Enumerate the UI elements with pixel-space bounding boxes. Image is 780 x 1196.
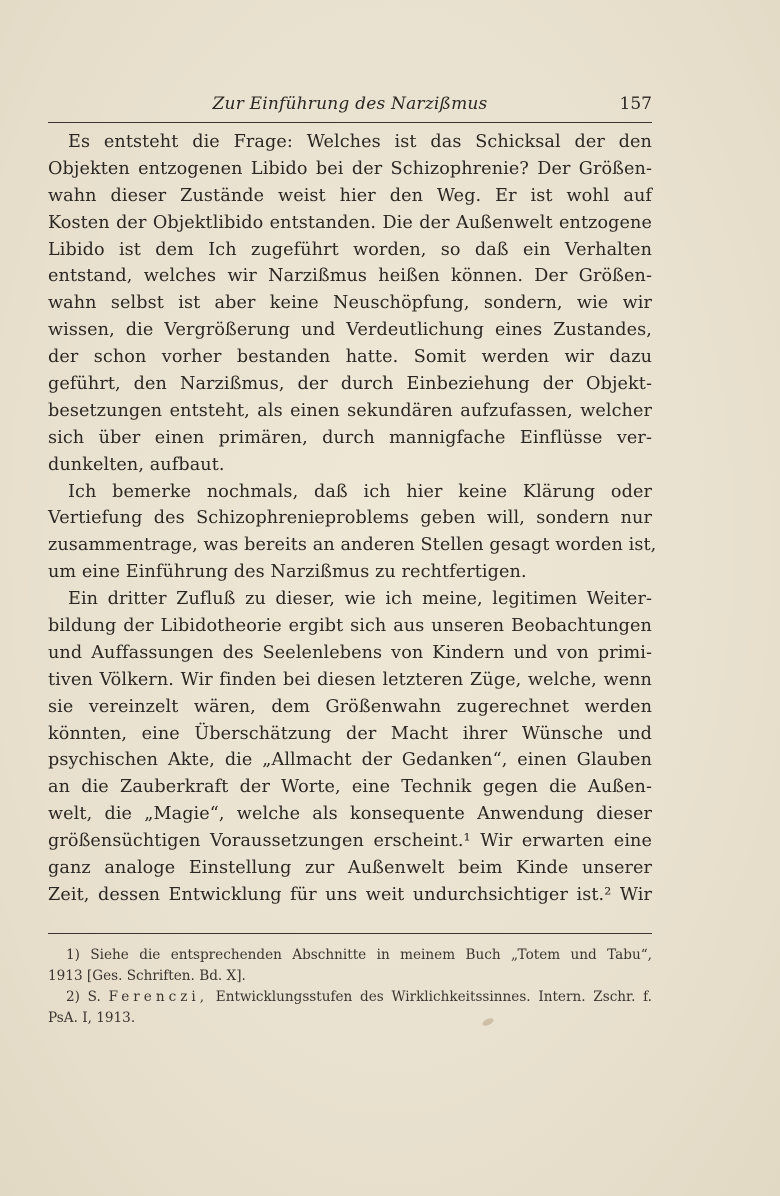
text-line: zusammentrage, was bereits an anderen Stellen gesagt worden ist,: [48, 535, 657, 556]
text-line: dunkelten, aufbaut.: [48, 454, 225, 475]
text-line: wahn selbst ist aber keine Neuschöpfung, sondern, wie wir: [48, 293, 652, 314]
text-line: sie vereinzelt wären, dem Größenwahn zugerechnet werden: [48, 696, 652, 717]
text-line: wissen, die Vergrößerung und Verdeutlichung eines Zustandes,: [48, 320, 652, 341]
text-line: um eine Einführung des Narzißmus zu rechtfertigen.: [48, 562, 527, 583]
footnote-2-author: Ferenczi,: [108, 989, 209, 1005]
text-line: Es entsteht die Frage: Welches ist das Schicksal der den: [68, 132, 652, 152]
running-title: Zur Einführung des Narzißmus: [212, 94, 488, 114]
text-line: Objekten entzogenen Libido bei der Schizophrenie? Der Größen-: [48, 158, 652, 179]
text-line: welt, die „Magie“, welche als konsequente Anwendung dieser: [48, 804, 652, 825]
text-line: ganz analoge Einstellung zur Außenwelt beim Kinde unserer: [48, 858, 652, 879]
text-line: Zeit, dessen Entwicklung für uns weit undurchsichtiger ist.² Wir: [48, 884, 652, 905]
text-line: entstand, welches wir Narzißmus heißen können. Der Größen-: [48, 266, 652, 287]
text-line: tiven Völkern. Wir finden bei diesen letzteren Züge, welche, wenn: [48, 669, 652, 690]
text-line: psychischen Akte, die „Allmacht der Gedanken“, einen Glauben: [48, 750, 652, 771]
page-header: [48, 92, 652, 122]
footnote-rule: [48, 933, 652, 934]
text-line: bildung der Libidotheorie ergibt sich aus unseren Beobachtungen: [48, 616, 652, 637]
text-line: wahn dieser Zustände weist hier den Weg. Er ist wohl auf: [48, 185, 652, 206]
text-line: Libido ist dem Ich zugeführt worden, so daß ein Verhalten: [48, 239, 652, 260]
text-line: größensüchtigen Voraussetzungen erscheint.¹ Wir erwarten eine: [48, 831, 652, 852]
page-number: 157: [619, 94, 652, 114]
body-text: [48, 129, 657, 909]
text-line: Vertiefung des Schizophrenieproblems geben will, sondern nur: [48, 508, 652, 529]
footnote-2-line-2: PsA. I, 1913.: [48, 1010, 136, 1026]
text-line: und Auffassungen des Seelenlebens von Kindern und von primi-: [48, 642, 652, 663]
footnote-1-line-2: 1913 [Ges. Schriften. Bd. X].: [48, 968, 246, 984]
footnote-2-line-1: [48, 987, 652, 1008]
text-line: besetzungen entsteht, als einen sekundären aufzufassen, welcher: [48, 400, 652, 421]
header-rule: [48, 122, 652, 123]
footnote-2-title: Entwicklungsstufen des Wirklichkeitssinnes. Intern. Zschr. f.: [215, 989, 652, 1005]
footnote-1-line-1: 1) Siehe die entsprechenden Abschnitte in meinem Buch „Totem und Tabu“,: [66, 947, 652, 963]
text-line: geführt, den Narzißmus, der durch Einbeziehung der Objekt-: [48, 374, 652, 395]
text-line: Ein dritter Zufluß zu dieser, wie ich meine, legitimen Weiter-: [68, 589, 652, 610]
text-line: Ich bemerke nochmals, daß ich hier keine Klärung oder: [68, 481, 652, 502]
text-line: Kosten der Objektlibido entstanden. Die der Außenwelt entzogene: [48, 212, 652, 233]
text-line: der schon vorher bestanden hatte. Somit werden wir dazu: [48, 347, 652, 368]
footnote-2-marker: 2) S.: [66, 989, 101, 1005]
text-line: an die Zauberkraft der Worte, eine Technik gegen die Außen-: [48, 777, 652, 798]
footnotes: [48, 945, 652, 1029]
text-line: sich über einen primären, durch mannigfache Einflüsse ver-: [48, 427, 652, 448]
text-line: könnten, eine Überschätzung der Macht ihrer Wünsche und: [48, 723, 652, 744]
